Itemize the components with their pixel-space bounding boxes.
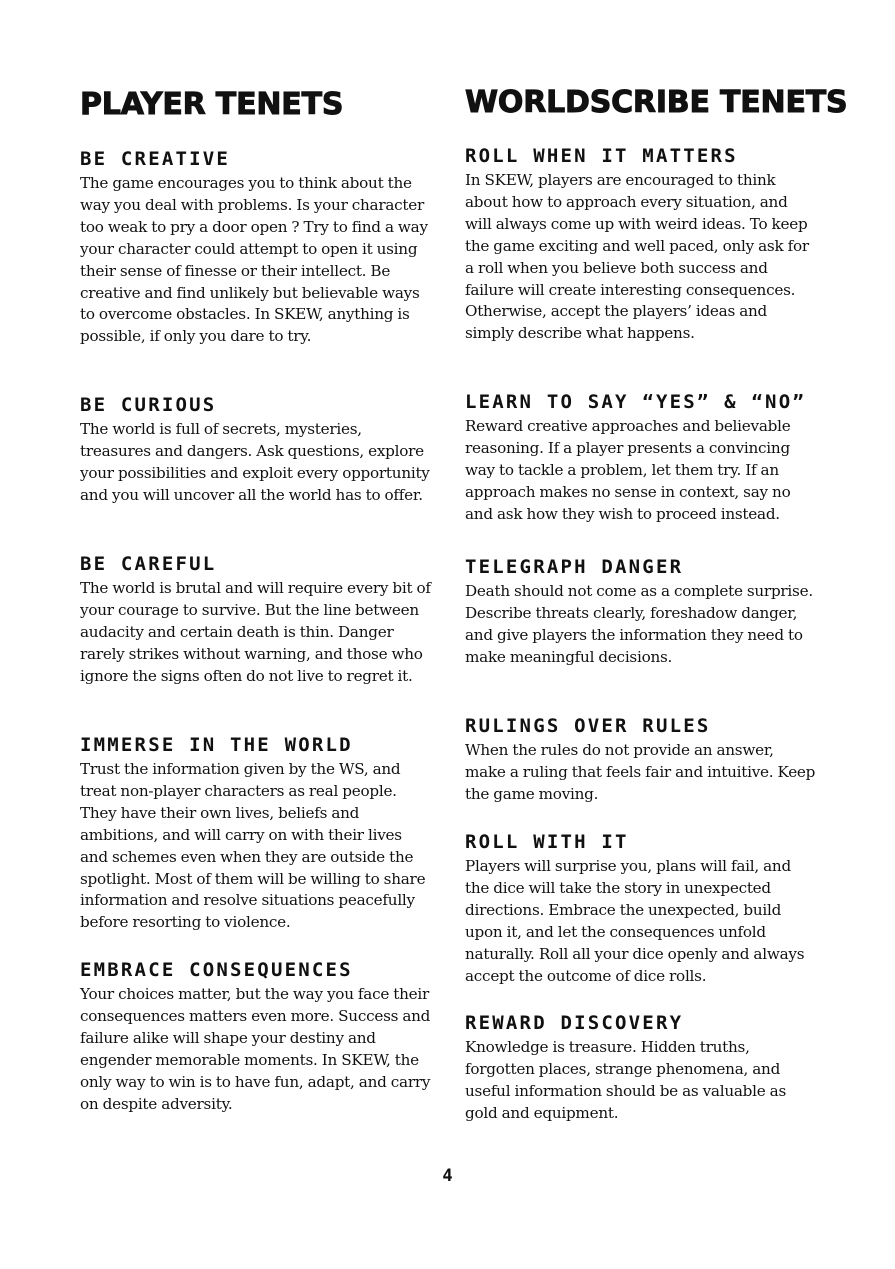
- tenet-be-careful: [80, 553, 432, 688]
- tenet-immerse-in-the-world: [80, 734, 432, 934]
- tenet-heading: ROLL WHEN IT MATTERS: [465, 145, 738, 167]
- tenet-body: The world is brutal and will require every bit of your courage to survive. But the line between audacity and certain death is thin. Danger rarely strikes without warning, and those who ignore the signs often do not live to regret it.: [80, 579, 431, 685]
- tenet-body: Your choices matter, but the way you face their consequences matters even more. Success and failure alike will shape your destiny and engender memorable moments. In SKEW, the only way to win is to have fun, adapt, and carry on despite adversity.: [80, 985, 431, 1113]
- tenet-heading: BE CAREFUL: [80, 553, 217, 575]
- tenet-reward-discovery: [465, 1012, 817, 1125]
- tenet-heading: TELEGRAPH DANGER: [465, 556, 684, 578]
- tenet-learn-to-say-yes-no: [465, 391, 817, 526]
- tenet-heading: EMBRACE CONSEQUENCES: [80, 959, 353, 981]
- tenet-body: Trust the information given by the WS, and treat non-player characters as real people. They have their own lives, beliefs and ambitions, and will carry on with their lives and schemes even when they are outside the spotlight. Most of them will be willing to share information and resolve situations peacefully before resorting to violence.: [80, 760, 426, 932]
- tenet-heading: LEARN TO SAY “YES” & “NO”: [465, 391, 806, 413]
- tenet-body: The world is full of secrets, mysteries, treasures and dangers. Ask questions, explore your possibilities and exploit every opportunity and you will uncover all the world has to offer.: [80, 420, 430, 504]
- page-number: 4: [442, 1166, 453, 1186]
- tenet-roll-with-it: [465, 831, 817, 987]
- tenet-body: Death should not come as a complete surprise. Describe threats clearly, foreshadow danger, and give players the information they need to make meaningful decisions.: [465, 582, 813, 666]
- tenet-body: In SKEW, players are encouraged to think about how to approach every situation, and will always come up with weird ideas. To keep the game exciting and well paced, only ask for a roll when you believe both success and failure will create interesting consequences. Otherwise, accept the players’ ideas and simply describe what happens.: [465, 171, 809, 343]
- tenet-heading: IMMERSE IN THE WORLD: [80, 734, 353, 756]
- tenet-rulings-over-rules: [465, 715, 817, 806]
- tenet-roll-when-it-matters: [465, 145, 817, 345]
- tenet-body: Players will surprise you, plans will fail, and the dice will take the story in unexpected directions. Embrace the unexpected, build upon it, and let the consequences unfold naturally. Roll all your dice openly and always accept the outcome of dice rolls.: [465, 857, 805, 985]
- tenet-body: The game encourages you to think about the way you deal with problems. Is your character too weak to pry a door open ? Try to find a way your character could attempt to open it using their sense of finesse or their intellect. Be creative and find unlikely but believable ways to overcome obstacles. In SKEW, anything is possible, if only you dare to try.: [80, 174, 428, 346]
- tenet-be-creative: [80, 148, 432, 348]
- tenet-telegraph-danger: [465, 556, 817, 669]
- worldscribe-tenets-title: WORLDSCRIBE TENETS: [465, 85, 848, 120]
- tenet-body: When the rules do not provide an answer, make a ruling that feels fair and intuitive. Keep the game moving.: [465, 741, 816, 803]
- tenet-heading: RULINGS OVER RULES: [465, 715, 711, 737]
- tenet-heading: BE CREATIVE: [80, 148, 231, 170]
- tenet-heading: ROLL WITH IT: [465, 831, 629, 853]
- player-tenets-title: PLAYER TENETS: [80, 87, 344, 122]
- tenet-body: Knowledge is treasure. Hidden truths, forgotten places, strange phenomena, and useful information should be as valuable as gold and equipment.: [465, 1038, 787, 1122]
- tenet-heading: BE CURIOUS: [80, 394, 217, 416]
- tenet-heading: REWARD DISCOVERY: [465, 1012, 684, 1034]
- tenet-embrace-consequences: [80, 959, 432, 1115]
- tenet-body: Reward creative approaches and believable reasoning. If a player presents a convincing way to tackle a problem, let them try. If an approach makes no sense in context, say no and ask how they wish to proceed instead.: [465, 417, 791, 523]
- tenet-be-curious: [80, 394, 432, 507]
